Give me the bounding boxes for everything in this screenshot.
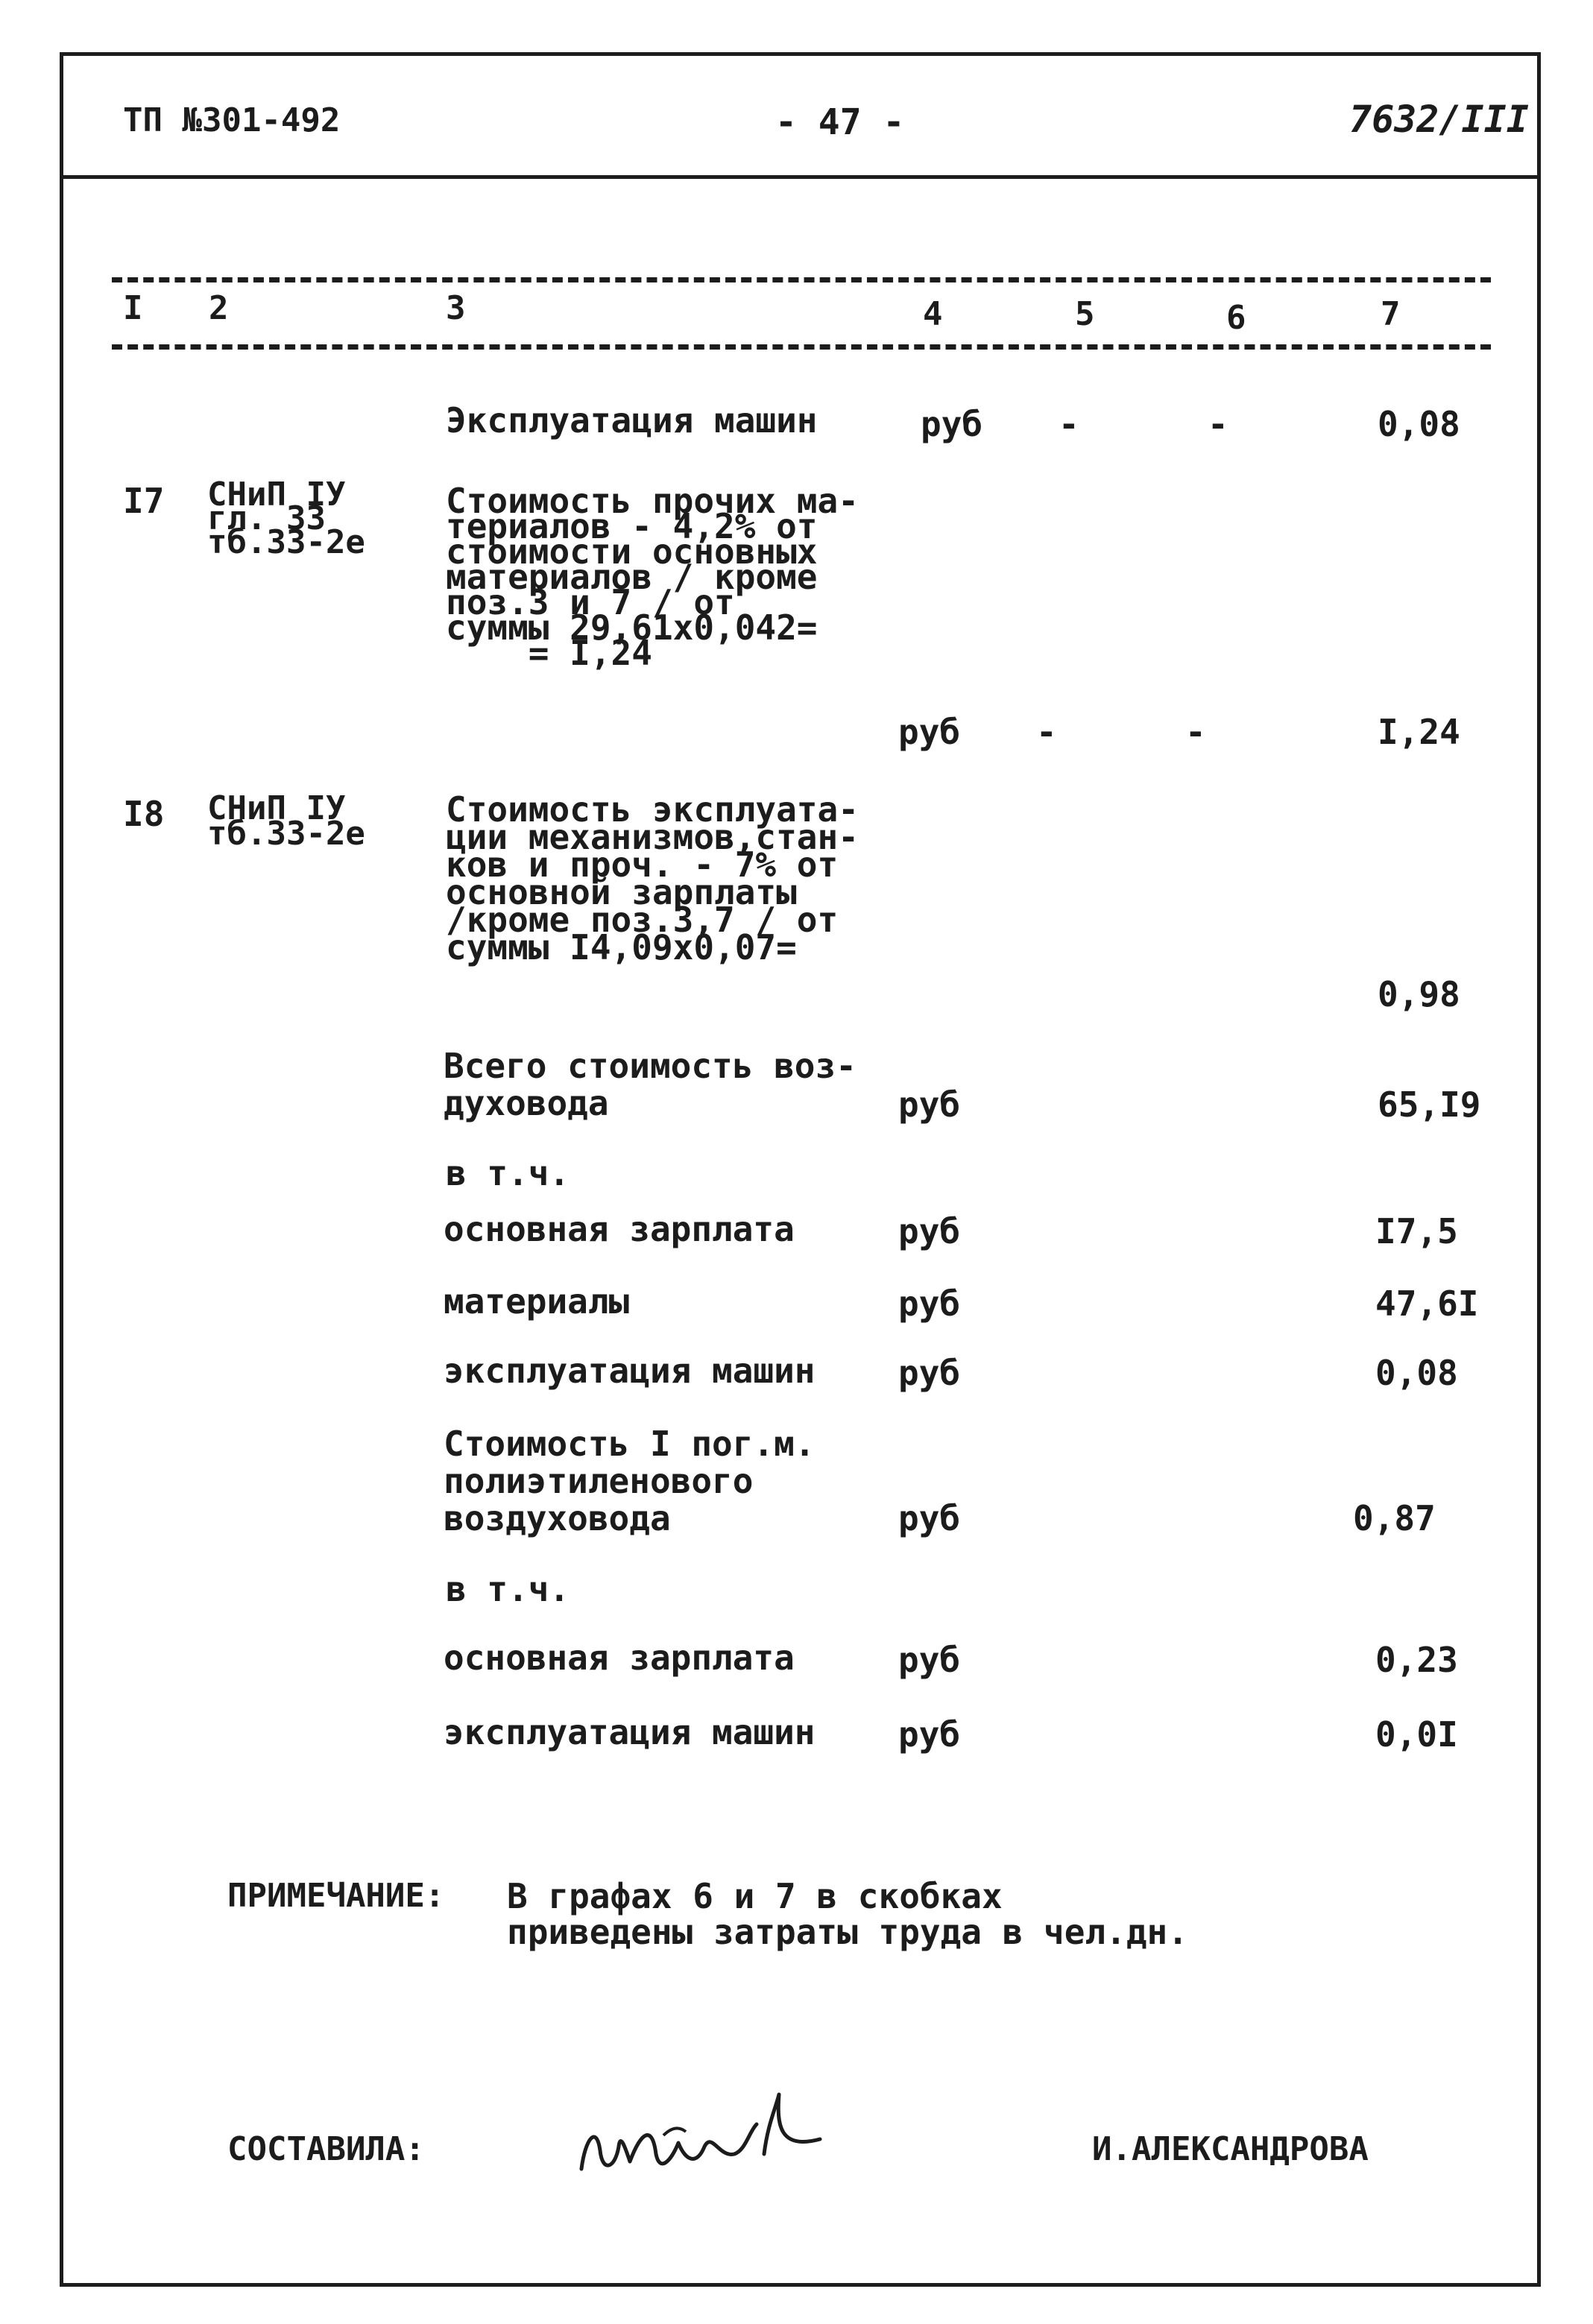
wage-1-desc: основная зарплата (444, 1209, 795, 1249)
wage-2-value: 0,23 (1375, 1640, 1458, 1680)
row-18-number: I8 (123, 794, 165, 834)
column-rule-top (112, 277, 1491, 282)
total-value: 65,I9 (1378, 1084, 1481, 1125)
wage-1-value: I7,5 (1375, 1211, 1458, 1251)
machines-1-unit: руб (898, 1353, 961, 1393)
wage-1-unit: руб (898, 1211, 961, 1251)
machines-1-desc: эксплуатация машин (444, 1351, 816, 1391)
note-text: В графах 6 и 7 в скобках приведены затраты труда в чел.дн. (507, 1876, 1188, 1952)
col-5-header: 5 (1075, 295, 1095, 333)
col-7-header: 7 (1381, 295, 1401, 333)
row-machines-value: 0,08 (1378, 404, 1460, 444)
row-17-reference: СНиП IУ гл. 33 тб.33-2е (207, 476, 365, 561)
author-name: И.АЛЕКСАНДРОВА (1092, 2130, 1369, 2168)
per-meter-value: 0,87 (1353, 1498, 1436, 1538)
row-18-reference: СНиП IУ тб.33-2е (207, 789, 365, 853)
row-18-description: Стоимость эксплуата- ции механизмов,стан- ков и проч. - 7% от основной зарплаты /кроме поз.3,7 / от суммы I4,09х0,07= (446, 789, 859, 967)
materials-desc: материалы (444, 1281, 630, 1322)
wage-2-unit: руб (898, 1640, 961, 1680)
col-2-header: 2 (209, 289, 229, 327)
materials-unit: руб (898, 1283, 961, 1324)
machines-2-unit: руб (898, 1714, 961, 1755)
page-number: - 47 - (775, 101, 905, 143)
total-description: Всего стоимость воз- духовода (444, 1046, 857, 1123)
sheet-number: 7632/III (1349, 98, 1529, 141)
header-divider (60, 175, 1541, 179)
per-meter-desc: Стоимость I пог.м. полиэтиленового воздуховода (444, 1424, 816, 1538)
incl-label-2: в т.ч. (446, 1569, 570, 1609)
materials-value: 47,6I (1375, 1283, 1479, 1324)
row-machines-col5: - (1059, 404, 1079, 444)
row-machines-col6: - (1208, 404, 1228, 444)
per-meter-unit: руб (898, 1498, 961, 1538)
row-17-col6: - (1185, 712, 1206, 752)
col-3-header: 3 (446, 289, 466, 327)
column-rule-bottom (112, 344, 1491, 350)
row-17-number: I7 (123, 481, 165, 521)
machines-2-desc: эксплуатация машин (444, 1712, 816, 1752)
total-unit: руб (898, 1084, 961, 1125)
row-17-col5: - (1036, 712, 1057, 752)
doc-code: ТП №301-492 (123, 101, 341, 139)
row-17-description: Стоимость прочих ма- териалов - 4,2% от стоимости основных материалов / кроме поз.3 и 7 / от суммы 29,61х0,042= = I,24 (446, 481, 859, 673)
row-17-value: I,24 (1378, 712, 1460, 752)
note-label: ПРИМЕЧАНИЕ: (227, 1877, 445, 1915)
row-18-value: 0,98 (1378, 974, 1460, 1014)
compiled-by-label: СОСТАВИЛА: (227, 2130, 425, 2168)
incl-label-1: в т.ч. (446, 1153, 570, 1193)
col-4-header: 4 (923, 295, 943, 333)
handwritten-signature (574, 2080, 857, 2199)
col-6-header: 6 (1226, 299, 1246, 337)
machines-1-value: 0,08 (1375, 1353, 1458, 1393)
wage-2-desc: основная зарплата (444, 1638, 795, 1678)
row-machines-desc: Эксплуатация машин (446, 400, 818, 441)
col-1-header: I (123, 289, 143, 327)
row-machines-unit: руб (921, 404, 983, 444)
row-17-unit: руб (898, 712, 961, 752)
machines-2-value: 0,0I (1375, 1714, 1458, 1755)
